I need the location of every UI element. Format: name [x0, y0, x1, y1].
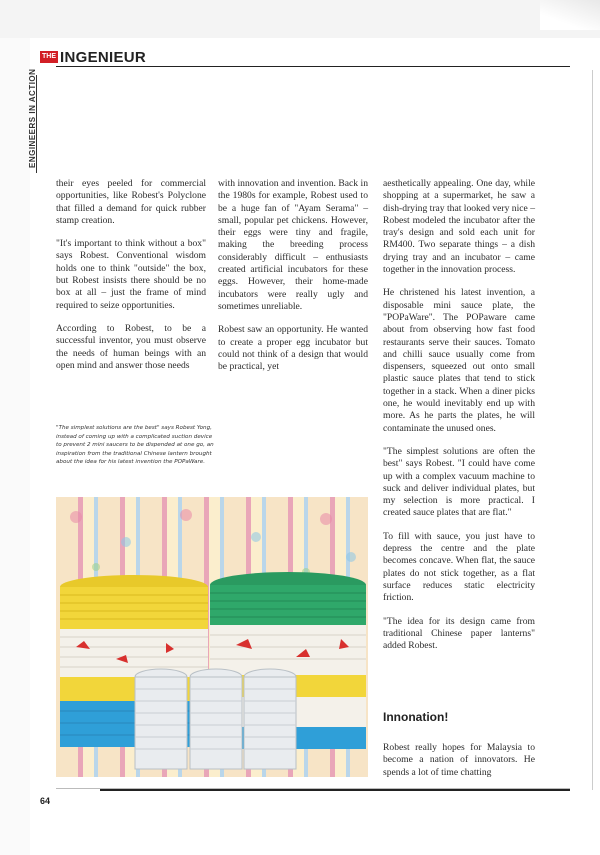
lanterns-photo — [56, 497, 368, 777]
magazine-masthead — [40, 48, 146, 66]
footer-bar — [100, 789, 570, 791]
paragraph: "It's important to think without a box" says Robest. Conventional wisdom holds one to think "outside" the box, but Robest insists there should be no box at all – just the frame of mind required to seize opportunities. — [56, 238, 206, 311]
page-curl — [540, 0, 600, 30]
paragraph: aesthetically appealing. One day, while shopping at a supermarket, he saw a dish-drying tray that looked very nice – Robest modeled the incubator after the tray's design and sold each unit for RM400. Two separate things – a dish drying tray and an incubator – came together in the innovation process. — [383, 178, 535, 276]
paragraph: He christened his latest invention, a disposable mini sauce plate, the "POPaWare". The POPaware came about from observing how fast food restaurants serve their sauces. Tomato and chilli sauce usually come from dispensers, squeezed out onto small plastic sauce plates that tend to stick together in a stack. When a diner picks one, he would inevitably end up with more. As he parts the plates, he will contaminate the unused ones. — [383, 287, 535, 434]
paragraph: "The simplest solutions are often the best" says Robest. "I could have come up with a complex vacuum machine to suck and deliver individual plates, but my selection is more practical. I created sauce plates that are flat." — [383, 445, 535, 519]
article-column-2 — [218, 178, 368, 384]
paragraph: Robest really hopes for Malaysia to become a nation of innovators. He spends a lot of time chatting — [383, 742, 535, 778]
article-column-3 — [383, 178, 535, 663]
masthead-badge: THE — [40, 51, 58, 63]
paragraph: with innovation and invention. Back in the 1980s for example, Robest used to be a huge fan of "Ayam Serama" – small, popular pet chickens. However, their eggs were tiny and fragile, making the breeding process considerably difficult – enthusiasts created artificial incubators for these eggs. However, their home-made incubators were really ugly and sometimes unreliable. — [218, 178, 368, 312]
page-number: 64 — [40, 796, 51, 806]
popaware-plate-stacks — [135, 669, 296, 769]
section-label: ENGINEERS IN ACTION — [28, 68, 37, 168]
photo-caption: "The simplest solutions are the best" says Robest Yong, instead of coming up with a complicated suction device to prevent 2 mini saucers to be dispended at one go, an inspiration from the traditional Chinese lantern brought about the idea for his latest invention the POPaWare. — [56, 425, 214, 465]
section-subheading: Innonation! — [383, 710, 449, 724]
header-rule — [56, 66, 570, 67]
masthead-title: INGENIEUR — [60, 48, 147, 66]
paragraph: "The idea for its design came from traditional Chinese paper lanterns" added Robest. — [383, 615, 535, 652]
article-column-3-tail — [383, 742, 535, 790]
top-gutter — [0, 0, 600, 38]
left-gutter — [0, 38, 30, 855]
paragraph: To fill with sauce, you just have to depress the centre and the plate becomes concave. When flat, the sauce plates do not stick together, as a flat surface reduces static electricity friction. — [383, 530, 535, 604]
page-edge — [592, 70, 593, 790]
paragraph: Robest saw an opportunity. He wanted to create a proper egg incubator but could not think of a design that would be practical, yet — [218, 324, 368, 373]
paragraph: their eyes peeled for commercial opportunities, like Robest's Polyclone that filled a demand for quick rubber stamp creation. — [56, 178, 206, 226]
article-column-1 — [56, 178, 206, 383]
lanterns-illustration — [56, 497, 368, 777]
paragraph: According to Robest, to be a successful inventor, you must observe the needs of human beings with an open mind and answer those needs — [56, 322, 206, 371]
